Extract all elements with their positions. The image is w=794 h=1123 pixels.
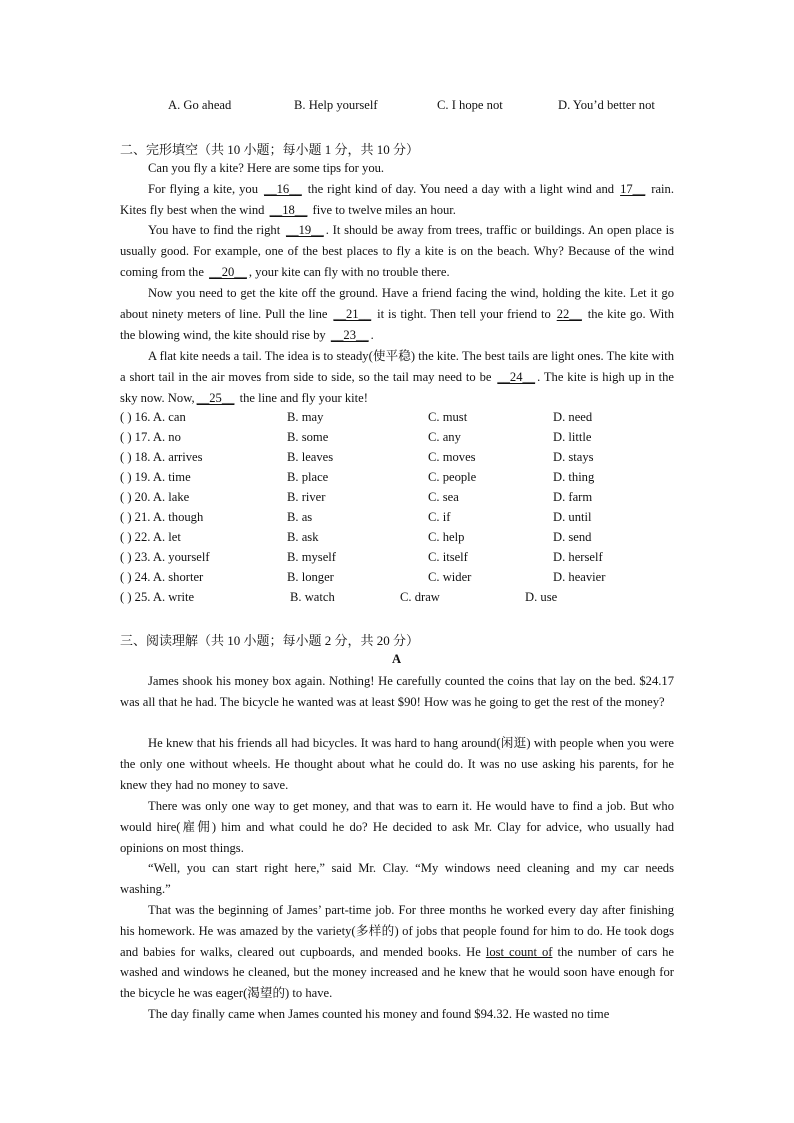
cloze-question-row [120, 590, 674, 610]
blank-25: __25__ [196, 390, 235, 405]
option-c: C. wider [428, 570, 472, 584]
option-c: C. sea [428, 490, 459, 504]
reading-paragraph-1: James shook his money box again. Nothing! He carefully counted the coins that lay on the bed. $24.17 was all that he had. The bicycle he wanted was at least $90! How was he going to get the rest of the money? [120, 674, 674, 709]
cloze-question-row [120, 410, 674, 430]
option-b: B. ask [287, 530, 319, 544]
question-number-option-a: ( ) 25. A. write [120, 590, 195, 604]
cloze-question-row [120, 490, 674, 510]
blank-24: __24__ [497, 369, 536, 384]
passage-label: A [392, 652, 402, 666]
option-b: B. watch [290, 590, 335, 604]
cloze-paragraph-1: Can you fly a kite? Here are some tips for you. [148, 161, 385, 175]
reading-paragraph-3: There was only one way to get money, and that was to earn it. He would have to find a job. But who would hire(雇佣) him and what could he do? He decided to ask Mr. Clay for advice, who usually had opinions on most things. [120, 799, 674, 855]
cloze-question-row [120, 570, 674, 590]
cloze-question-row [120, 550, 674, 570]
option-b: B. may [287, 410, 324, 424]
blank-17: 17__ [620, 182, 646, 196]
question-number-option-a: ( ) 19. A. time [120, 470, 191, 484]
underlined-phrase: lost count of [485, 944, 553, 959]
question-number-option-a: ( ) 24. A. shorter [120, 570, 204, 584]
option-b: B. myself [287, 550, 336, 564]
option-c: C. itself [428, 550, 468, 564]
option-b: B. as [287, 510, 313, 524]
option-c: C. any [428, 430, 461, 444]
section2-heading: 二、完形填空（共 10 小题；每小题 1 分，共 10 分） [120, 142, 420, 157]
option-d: D. use [525, 590, 558, 604]
question-number-option-a: ( ) 20. A. lake [120, 490, 190, 504]
cloze-question-row [120, 450, 674, 470]
question-number-option-a: ( ) 21. A. though [120, 510, 204, 524]
blank-23: __23__ [330, 327, 369, 342]
blank-22: 22__ [556, 306, 582, 321]
option-d: D. thing [553, 470, 595, 484]
cloze-paragraph-5: A flat kite needs a tail. The idea is to steady(使平稳) the kite. The best tails are light ones. The kite with a short tail in the air moves from side to side, so the tail may need to be __24__ . The kite is high up in the sky now. Now, __25__ the line and fly your kite! [120, 346, 674, 408]
blank-16: __16__ [264, 182, 302, 196]
option-d: D. until [553, 510, 592, 524]
cloze-question-row [120, 470, 674, 490]
cloze-paragraph-4: Now you need to get the kite off the ground. Have a friend facing the wind, holding the kite. Let it go about ninety meters of line. Pull the line __21__ it is tight. Then tell your friend to 22__ the kite go. With the blowing wind, the kite should rise by __23__ . [120, 283, 674, 345]
blank-18: __18__ [269, 202, 308, 217]
top-option-c: C. I hope not [437, 98, 503, 112]
section3-heading: 三、阅读理解（共 10 小题；每小题 2 分，共 20 分） [120, 633, 420, 648]
option-d: D. little [553, 430, 592, 444]
option-c: C. people [428, 470, 477, 484]
option-c: C. if [428, 510, 451, 524]
question-number-option-a: ( ) 22. A. let [120, 530, 181, 544]
option-c: C. help [428, 530, 465, 544]
cloze-question-row [120, 530, 674, 550]
reading-paragraph-5: That was the beginning of James’ part-time job. For three months he worked every day after finishing his homework. He was amazed by the variety(多样的) of jobs that people found for him to do. He took dogs and babies for walks, cleared out cupboards, and mended books. He lost count of the number of cars he washed and windows he cleaned, but the money increased and he knew that he would soon have enough for the bicycle he was eager(渴望的) to have. [120, 903, 675, 1001]
question-number-option-a: ( ) 17. A. no [120, 430, 181, 444]
cloze-paragraph-3: You have to find the right __19__ . It should be away from trees, traffic or buildings. An open place is usually good. For example, one of the best places to fly a kite is on the beach. Why? Because of the wind coming from the __20__ , your kite can fly with no trouble there. [120, 220, 674, 282]
option-b: B. leaves [287, 450, 334, 464]
reading-paragraph-2: He knew that his friends all had bicycles. It was hard to hang around(闲逛) with people when you were the only one without wheels. He thought about what he could do. It was no use asking his parents, for he knew they had no money to save. [120, 736, 674, 792]
cloze-question-row [120, 430, 674, 450]
option-d: D. heavier [553, 570, 606, 584]
option-b: B. place [287, 470, 329, 484]
option-d: D. herself [553, 550, 603, 564]
blank-21: __21__ [333, 306, 372, 321]
option-b: B. longer [287, 570, 334, 584]
option-c: C. draw [400, 590, 440, 604]
option-c: C. moves [428, 450, 476, 464]
option-b: B. river [287, 490, 326, 504]
reading-paragraph-6: The day finally came when James counted his money and found $94.32. He wasted no time [148, 1007, 610, 1021]
cloze-paragraph-2: For flying a kite, you __16__ the right kind of day. You need a day with a light wind and 17__ rain. Kites fly best when the wind __18__ five to twelve miles an hour. [120, 179, 674, 221]
option-d: D. farm [553, 490, 593, 504]
top-option-d: D. You’d better not [558, 98, 655, 112]
reading-paragraph-4: “Well, you can start right here,” said Mr. Clay. “My windows need cleaning and my car needs washing.” [120, 861, 674, 896]
blank-19: __19__ [285, 223, 324, 237]
question-number-option-a: ( ) 16. A. can [120, 410, 186, 424]
option-b: B. some [287, 430, 329, 444]
option-c: C. must [428, 410, 468, 424]
option-d: D. stays [553, 450, 594, 464]
top-option-b: B. Help yourself [294, 98, 378, 112]
cloze-question-row [120, 510, 674, 530]
option-d: D. send [553, 530, 592, 544]
question-number-option-a: ( ) 18. A. arrives [120, 450, 203, 464]
blank-20: __20__ [209, 264, 247, 279]
option-d: D. need [553, 410, 593, 424]
question-number-option-a: ( ) 23. A. yourself [120, 550, 210, 564]
top-option-a: A. Go ahead [168, 98, 232, 112]
